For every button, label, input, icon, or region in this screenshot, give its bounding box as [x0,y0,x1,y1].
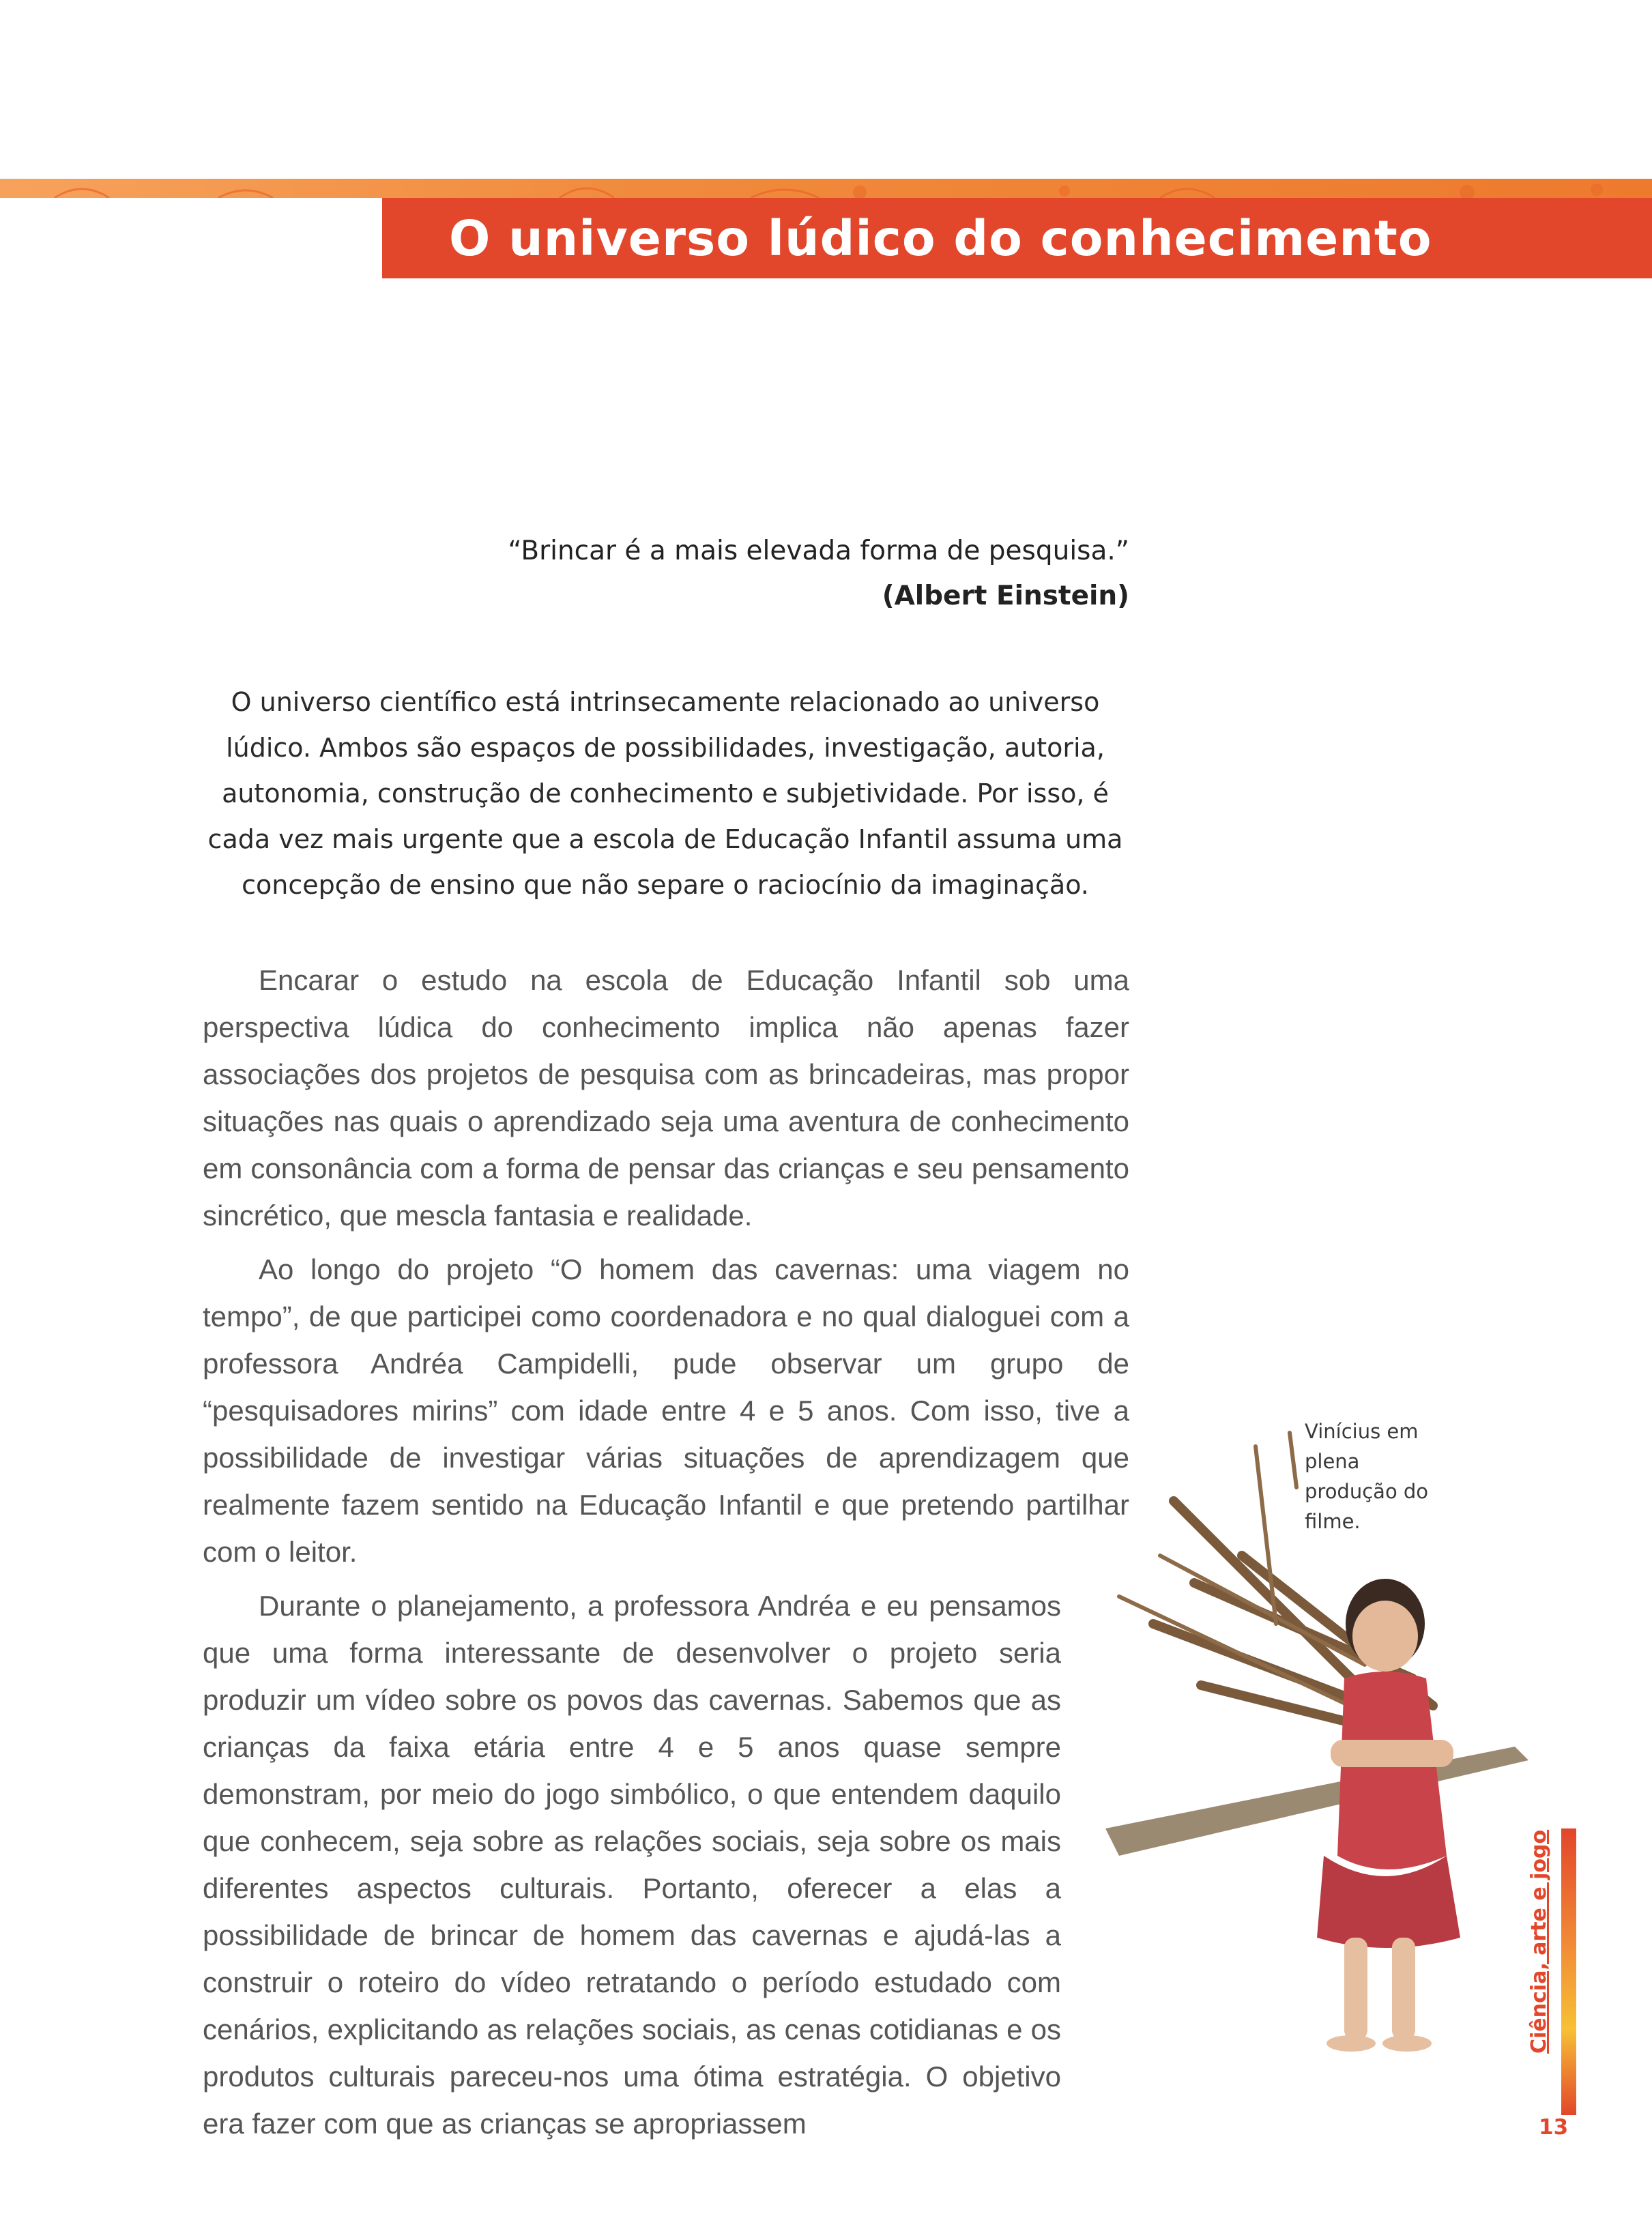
page-title: O universo lúdico do conhecimento [449,209,1432,267]
abstract-line: O universo científico está intrinsecamente relacionado ao universo [231,687,1100,717]
body-paragraph: Ao longo do projeto “O homem das cavernas: uma viagem no tempo”, de que participei como coordenadora e no qual dialoguei com a professora Andréa Campidelli, pude observar um grupo de “pesquisadores mirins” com idade entre 4 e 5 anos. Com isso, tive a possibilidade de investigar várias situações de aprendizagem que realmente fazem sentido na Educação Infantil e que pretendo partilhar com o leitor. [203,1253,1129,1568]
photo-caption: Vinícius em plena produção do filme. [1305,1420,1429,1533]
page-number: 13 [1539,2115,1569,2140]
section-label: Ciência, arte e jogo [1527,1829,1551,2054]
side-color-strip [1561,1828,1576,2115]
body-text [203,957,1129,2154]
abstract-line: cada vez mais urgente que a escola de Educação Infantil assuma uma [207,824,1123,854]
title-banner [382,198,1652,278]
decorative-top-band [0,179,1652,198]
abstract-line: autonomia, construção de conhecimento e subjetividade. Por isso, é [222,778,1109,808]
body-paragraph: Durante o planejamento, a professora Andréa e eu pensamos que uma forma interessante de desenvolver o projeto seria produzir um vídeo sobre os povos das cavernas. Sabemos que as crianças da faixa etária entre 4 e 5 anos quase sempre demonstram, por meio do jogo simbólico, o que entendem daquilo que conhecem, seja sobre as relações sociais, seja sobre os mais diferentes aspectos culturais. Portanto, oferecer a elas a possibilidade de brincar de homem das cavernas e ajudá-las a construir o roteiro do vídeo retratando o período estudado com cenários, explicitando as relações sociais, as cenas cotidianas e os produtos culturais pareceu-nos uma ótima estratégia. O objetivo era fazer com que as crianças se apropriassem [203,1590,1061,2140]
epigraph-author: (Albert Einstein) [882,581,1129,611]
epigraph [478,529,1129,619]
body-paragraph: Encarar o estudo na escola de Educação Infantil sob uma perspectiva lúdica do conhecimento implica não apenas fazer associações dos projetos de pesquisa com as brincadeiras, mas propor situações nas quais o aprendizado seja uma aventura de conhecimento em consonância com a forma de pensar das crianças e seu pensamento sincrético, que mescla fantasia e realidade. [203,964,1129,1231]
abstract-line: concepção de ensino que não separe o raciocínio da imaginação. [242,870,1089,900]
abstract [198,680,1133,908]
band-ornament [0,179,1652,198]
epigraph-quote: “Brincar é a mais elevada forma de pesquisa.” [508,536,1129,566]
abstract-line: lúdico. Ambos são espaços de possibilidades, investigação, autoria, [226,733,1105,763]
